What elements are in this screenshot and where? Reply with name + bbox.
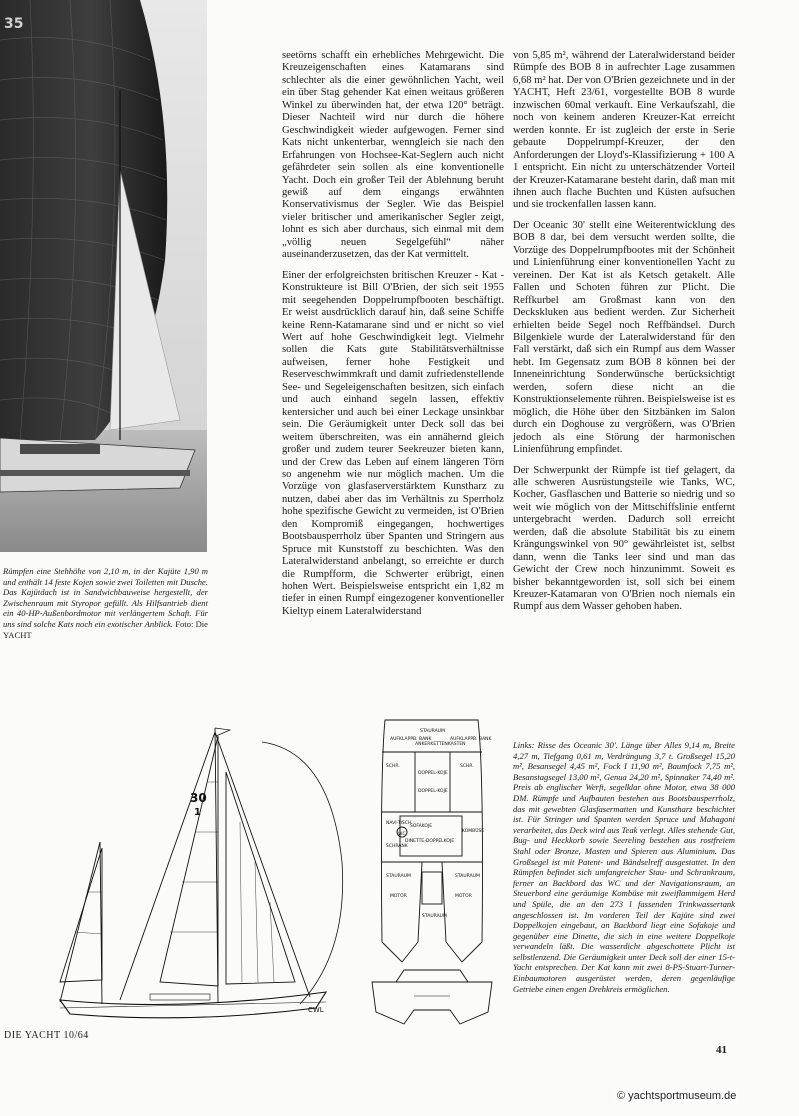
article-column-1	[282, 50, 504, 626]
plan-label: WC	[398, 832, 406, 837]
plan-label: STAURAUM	[422, 914, 447, 919]
sail-number-bottom: 1	[194, 807, 201, 818]
paragraph: Der Oceanic 30' stellt eine Weiterentwicklung des BOB 8 dar, bei dem versucht werden sollte, die Vorzüge des Doppelrumpfbootes mit der Schönheit und Linienführung einer konventionellen Yacht zu vereinen. Der Kat ist als Ketsch getakelt. Alle Fallen und Schoten führen zur Plicht. Die Reffkurbel am Großmast kann von den Deckskluken aus bedient werden. Zur Sicherheit erhielten beide Segel noch Reffbändsel. Durch Bilgenkiele wurde der Lateralwiderstand für den Fall verstärkt, daß sich ein Rumpf aus dem Wasser hebt. Im Gegensatz zum BOB 8 können bei der Inneneinrichtung Sonderwünsche berücksichtigt werden, sofern diese nicht an die Konstruktionselemente rühren. Beispielsweise ist es möglich, die Höhe über den Sitzbänken im Salon durch ein Doghouse zu vergrößern, was O'Brien jedoch als eine Störung der harmonischen Linienführung empfindet.	[513, 219, 735, 456]
watermark: © yachtsportmuseum.de	[614, 1089, 739, 1103]
paragraph: Der Schwerpunkt der Rümpfe ist tief gelagert, da alle schweren Ausrüstungsteile wie Tanks, WC, Kocher, Gasflaschen und Batterie so niedrig und so weit wie möglich von der Mittschiffslinie entfernt untergebracht werden. Dadurch soll erreicht werden, daß die absolute Stabilität bis zu einem Krängungswinkel von 90° gewährleistet ist, selbst dann, wenn die Tanks leer sind und man das Gewicht der Crew noch hinzunimmt. Soweit es bisher bekanntgeworden ist, soll sich bei einem Kreuzer-Katamaran von O'Brien noch niemals ein Rumpf aus dem Wasser gehoben haben.	[513, 464, 735, 613]
photo-caption-text: Rümpfen eine Stehhöhe von 2,10 m, in der Kajüte 1,90 m und enthält 14 feste Kojen sowie zwei Toiletten mit Dusche. Das Kajütdach ist in Sandwichbauweise hergestellt, der Zwischenraum mit Styropor gefüllt. Als Hilfsantrieb dient ein 40-HP-Außenbordmotor mit verlängertem Schaft. Für uns sind solche Kats noch ein exotischer Anblick.	[3, 566, 208, 629]
sail-number: 35	[4, 16, 24, 32]
paragraph: Einer der erfolgreichsten britischen Kreuzer - Kat - Konstrukteure ist Bill O'Brien, der sich seit 1955 mit seegehenden Doppelrumpfbooten beschäftigt. Er weist ausdrücklich darauf hin, daß seine Schiffe keine Renn-Katamarane sind und er nicht so viel Wert auf hohe Geschwindigkeit legt. Vielmehr sollen die Kats gute Stabilitätsverhältnisse aufweisen, ferner hohe Festigkeit und Reserveschwimmkraft und damit zufriedenstellende See- und Segeleigenschaften besitzen, sich einfach und auch einhand segeln lassen, effektiv kentersicher und auch bei einer Leckage unsinkbar sein. Die Geräumigkeit unter Deck soll das bei weitem überschreiten, was ein annähernd gleich großer und zudem teurer Seekreuzer bieten kann, und der Crew das Leben auf einem längeren Törn so angenehm wie nur möglich machen. Um die Vorzüge von glasfaserverstärktem Kunstharz zu nutzen, dabei aber das im Verhältnis zu Sperrholz hohe spezifische Gewicht zu vermeiden, ist O'Brien den Kompromiß eingegangen, hochwertiges Bootsbausperrholz über Spanten und Stringern aus Spruce mit Kunststoff zu beschichten. Was den Lateralwiderstand anbelangt, so erreichte er durch die Rumpfform, die Schwerter erübrigt, einen hohen Wert. Beispielsweise entspricht ein 1,82 m tiefer in einen Rumpf eingezogener konventioneller Kieltyp einem Lateralwiderstand	[282, 269, 504, 617]
plan-label: SCHR.	[386, 764, 400, 769]
plan-label: MOTOR	[455, 894, 472, 899]
plan-label: DINETTE-DOPPELKOJE	[405, 839, 455, 844]
plan-label: KOMBÜSE	[462, 829, 485, 834]
plan-label: DOPPEL-KOJE	[418, 771, 448, 776]
paragraph: von 5,85 m², während der Lateralwiderstand beider Rümpfe des BOB 8 in aufrechter Lage zusammen 6,68 m² hat. Der von O'Brien gezeichnete und in der YACHT, Heft 23/61, vorgestellte BOB 8 wurde inzwischen 60mal verkauft. Eine Verkaufszahl, die noch von keinem anderen Kreuzer-Kat erreicht werden konnte. Er ist zugleich der erste in Serie gebaute Doppelrumpf-Kreuzer, der den Anforderungen der Lloyd's-Klassifizierung + 100 A 1 entspricht. Ein nicht zu unterschätzender Vorteil der Kreuzer-Katamarane besteht darin, daß man mit ihnen auch flache Buchten und Küsten aufsuchen und sie trockenfallen lassen kann.	[513, 50, 735, 211]
plan-label: MOTOR	[390, 894, 407, 899]
draughtsman-signature: CWL	[308, 1006, 324, 1014]
plan-label: STAURAUM	[386, 874, 411, 879]
cross-section	[372, 970, 492, 1024]
paragraph: seetörns schafft ein erhebliches Mehrgewicht. Die Kreuzeigenschaften eines Katamarans sind schlechter als die einer gewöhnlichen Yacht, weil ein über Stag gehender Kat einen weitaus größeren Winkel zu überwinden hat, der etwa 120° beträgt. Dieser Nachteil wird nur durch die höhere Geschwindigkeit wieder aufgewogen. Ferner sind Kats nicht unkenterbar, wenngleich sie nach den Erfahrungen von Hochsee-Kat-Seglern auch nicht gefährdeter sein sollen als eine konventionelle Yacht. Doch ein großer Teil der Ablehnung beruht gewiß auf dem eingangs erwähnten Konservativismus der Segler. Wie das Beispiel vieler britischer und amerikanischer Segler zeigt, lohnt es sich aber durchaus, sich einmal mit dem „völlig neuen Segelgefühl“ näher auseinanderzusetzen, das der Kat vermittelt.	[282, 50, 504, 261]
catamaran-photo	[0, 0, 207, 552]
plan-label: AUFKLAPPB. BANK	[450, 737, 492, 742]
technical-drawing	[30, 712, 510, 1028]
plan-label: SOFAKOJE	[410, 824, 433, 829]
plan-label: DOPPEL-KOJE	[418, 789, 448, 794]
plan-label: ANKERKETTENKASTEN	[415, 742, 466, 747]
plan-label: AUFKLAPPB. BANK	[390, 737, 432, 742]
photo-caption	[3, 566, 208, 640]
plan-label: NAVI-TISCH	[386, 821, 412, 826]
plan-label: STAURAUM	[420, 729, 445, 734]
page-number: 41	[716, 1044, 727, 1056]
deck-plan-labels	[386, 728, 493, 919]
article-column-2	[513, 50, 735, 622]
photo-illustration	[0, 0, 207, 552]
sail-plan	[60, 728, 343, 1018]
drawing-caption: Links: Risse des Oceanic 30'. Länge über Alles 9,14 m, Breite 4,27 m, Tiefgang 0,61 m, Verdrängung 3,7 t. Großsegel 15,20 m², Besansegel 4,45 m², Fock I 11,90 m², Baumfock 7,75 m², Besanstagsegel 13,00 m², Genua 24,20 m², Spinnaker 74,40 m². Preis ab englischer Werft, segelklar ohne Motor, etwa 38 000 DM. Rümpfe und Aufbauten bestehen aus Bootsbausperrholz, das mit gewebten Glasfasermatten und Kunstharz beschichtet ist. Für Stringer und Spanten werden Spruce und Mahagoni verarbeitet, das Deck wird aus Teak verlegt. Alles stehende Gut, Bug- und Heckkorb sowie Seereling bestehen aus rostfreiem Stahl oder Bronze, Masten und Spieren aus Aluminium. Das Großsegel ist mit Patent- und Bändselreff ausgestattet. In den Rümpfen befindet sich umfangreicher Stau- und Schrankraum, ferner an Backbord das WC und der Navigationsraum, an Steuerbord eine geräumige Kombüse mit zweiflammigem Herd und Spüle, die an den 273 l fassenden Trinkwassertank angeschlossen ist. Im vorderen Teil der Kajüte sind zwei Doppelkojen eingebaut, an Backbord liegt eine Sofakoje und gegenüber eine Dinette, die sich in eine weitere Doppelkoje verwandeln läßt. Die wasserdicht abgeschottete Plicht ist selbstlenzend. Die Geräumigkeit unter Deck soll der einer 15-t-Yacht entsprechen. Der Kat kann mit zwei 8-PS-Stuart-Turner-Einbaumotoren ausgerüstet werden, deren gegenläufige Getriebe einen engen Drehkreis ermöglichen.	[513, 740, 735, 994]
plan-label: SCHRANK	[386, 844, 408, 849]
plan-label: SCHR.	[460, 764, 474, 769]
publication-footer: DIE YACHT 10/64	[4, 1030, 89, 1041]
plan-label: STAURAUM	[455, 874, 480, 879]
sail-number-top: 30	[190, 791, 207, 805]
photo-credit: Foto: Die YACHT	[3, 618, 208, 640]
